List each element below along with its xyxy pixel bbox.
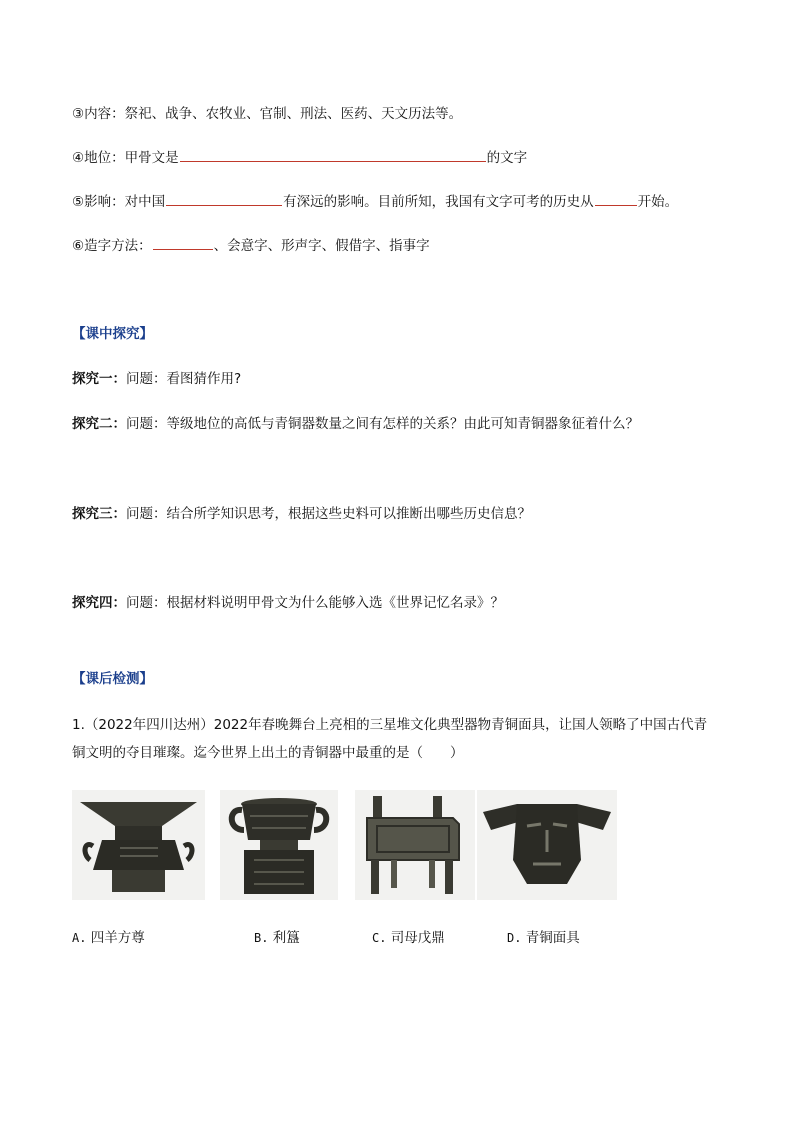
inquiry-1: 探究一：问题：看图猜作用? — [72, 371, 242, 387]
content-item-5: ⑤影响：对中国 有深远的影响。目前所知，我国有文字可考的历史从 开始。 — [72, 191, 678, 212]
content-item-3: ③内容：祭祀、战争、农牧业、官制、刑法、医药、天文历法等。 — [72, 106, 463, 122]
question-1-line-2: 铜文明的夺目璀璨。迄今世界上出土的青铜器中最重的是（ ） — [72, 745, 464, 761]
content-item-4: ④地位：甲骨文是 的文字 — [72, 147, 527, 168]
inquiry-4: 探究四：问题：根据材料说明甲骨文为什么能够入选《世界记忆名录》？ — [72, 595, 504, 611]
image-four-ram-zun — [72, 790, 205, 900]
image-li-gui — [220, 790, 338, 900]
option-c[interactable]: C. 司母戊鼎 — [372, 930, 445, 946]
section-heading-in-class: 【课中探究】 — [72, 326, 153, 342]
question-1-images — [72, 790, 617, 900]
fill-blank-character-method[interactable] — [153, 235, 213, 250]
option-a[interactable]: A. 四羊方尊 — [72, 930, 145, 946]
inquiry-2: 探究二：问题：等级地位的高低与青铜器数量之间有怎样的关系？由此可知青铜器象征着什么？ — [72, 416, 639, 432]
image-simuwu-ding — [355, 790, 475, 900]
inquiry-3: 探究三：问题：结合所学知识思考，根据这些史料可以推断出哪些历史信息？ — [72, 506, 531, 522]
li-gui-icon — [220, 790, 338, 900]
simuwu-ding-icon — [355, 790, 475, 900]
fill-blank-history-start[interactable] — [595, 191, 637, 206]
option-b[interactable]: B. 利簋 — [254, 930, 300, 946]
option-d[interactable]: D. 青铜面具 — [507, 930, 580, 946]
section-heading-after-class: 【课后检测】 — [72, 671, 153, 687]
four-ram-zun-icon — [72, 790, 205, 900]
fill-blank-status[interactable] — [180, 147, 486, 162]
fill-blank-influence[interactable] — [166, 191, 282, 206]
content-item-6: ⑥造字方法： 、会意字、形声字、假借字、指事字 — [72, 235, 430, 256]
image-bronze-mask — [477, 790, 617, 900]
question-1-line-1: 1.（2022年四川达州）2022年春晚舞台上亮相的三星堆文化典型器物青铜面具，让国人领略了中国古代青 — [72, 717, 708, 733]
bronze-mask-icon — [477, 790, 617, 900]
